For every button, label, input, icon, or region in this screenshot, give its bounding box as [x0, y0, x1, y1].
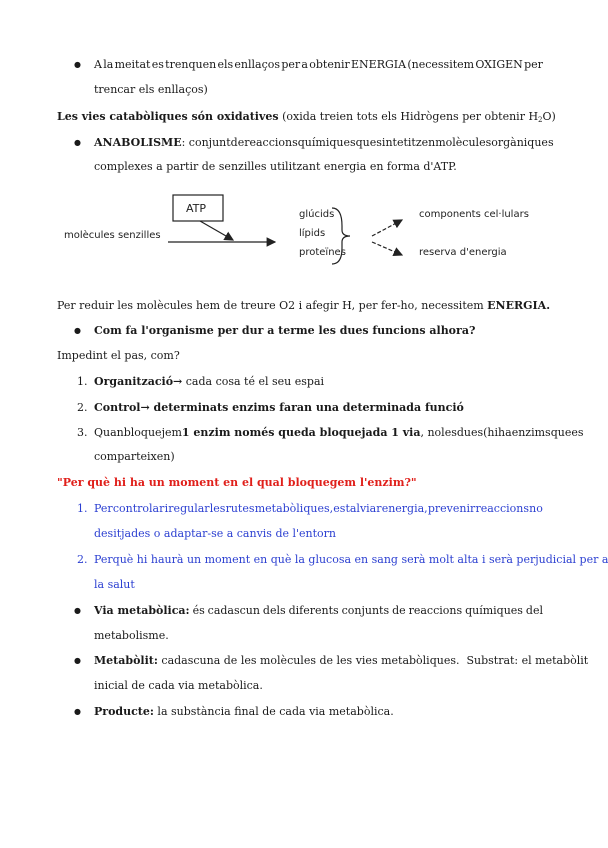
- product-label: proteïnes: [299, 247, 346, 258]
- catabolic-statement: Les vies catabòliques són oxidatives (oxida treien tots els Hidrògens per obtenir $H_2O$): [57, 110, 556, 124]
- list-number: 2.: [77, 401, 88, 414]
- bullet-marker: ●: [74, 656, 81, 665]
- paragraph-line: Impedint el pas, com?: [57, 349, 180, 362]
- paragraph-line: trencar els enllaços): [94, 83, 208, 96]
- red-question: "Per què hi ha un moment en el qual bloquegem l'enzim?": [57, 476, 417, 489]
- source-label: molècules senzilles: [64, 230, 161, 241]
- definition-item: Producte: la substància final de cada via metabòlica.: [94, 705, 394, 718]
- paragraph-line: complexes a partir de senzilles utilitzant energia en forma d'ATP.: [94, 160, 457, 173]
- arrow-down: [372, 242, 402, 255]
- definition-item: Via metabòlica: és cadascun dels diferents conjunts de reaccions químiques del: [94, 604, 543, 617]
- question-heading: Com fa l'organisme per dur a terme les dues funcions alhora?: [94, 324, 476, 337]
- atp-label: ATP: [186, 202, 207, 215]
- paragraph-line: Per reduir les molècules hem de treure O2 i afegir H, per fer-ho, necessitem ENERGIA.: [57, 299, 551, 312]
- output-label: components cel·lulars: [419, 209, 529, 220]
- definition-item: Metabòlit: cadascuna de les molècules de les vies metabòliques. Substrat: el metabòlit: [94, 654, 589, 667]
- list-number: 1.: [77, 502, 88, 515]
- bullet-marker: ●: [74, 138, 81, 147]
- arrow-up: [372, 220, 402, 236]
- list-item: Control→ determinats enzims faran una determinada funció: [94, 401, 464, 414]
- anabolism-definition: ANABOLISME: conjunt de reaccions químiques que sintetitzen molècules orgàniques: [94, 136, 554, 149]
- answer-line: Per controlar i regular les rutes metabòliques, estalviar energia, prevenir reaccions no: [94, 502, 543, 515]
- paragraph-line: A la meitat es trenquen els enllaços per a obtenir ENERGIA (necessitem OXIGEN per: [94, 58, 543, 71]
- list-number: 1.: [77, 375, 88, 388]
- bullet-marker: ●: [74, 707, 81, 716]
- atp-arrow: [200, 221, 233, 240]
- answer-line: desitjades o adaptar-se a canvis de l'entorn: [94, 527, 337, 540]
- list-number: 2.: [77, 553, 88, 566]
- bullet-marker: ●: [74, 60, 81, 69]
- paragraph-line: comparteixen): [94, 450, 175, 463]
- list-item: Organització→ cada cosa té el seu espai: [94, 375, 325, 388]
- paragraph-line: inicial de cada via metabòlica.: [94, 679, 263, 692]
- output-label: reserva d'energia: [419, 247, 507, 258]
- product-label: lípids: [299, 228, 326, 239]
- list-item: Quan bloquejem 1 enzim només queda bloquejada 1 via , no les dues (hi ha enzims que es: [94, 426, 584, 439]
- bullet-marker: ●: [74, 326, 81, 335]
- paragraph-line: metabolisme.: [94, 629, 169, 642]
- list-number: 3.: [77, 426, 88, 439]
- answer-line: Perquè hi haurà un moment en què la glucosa en sang serà molt alta i serà perjudicial per a: [94, 553, 608, 566]
- answer-line: la salut: [94, 578, 135, 591]
- bullet-marker: ●: [74, 606, 81, 615]
- product-label: glúcids: [299, 209, 335, 220]
